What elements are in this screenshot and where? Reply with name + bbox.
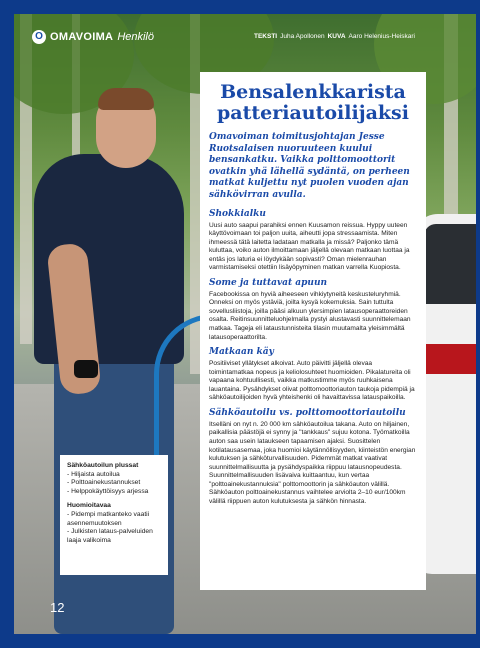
article-title: Bensalenkkarista patteriautoilijaksi	[217, 81, 409, 124]
section-heading: Matkaan käy	[209, 347, 274, 358]
car-tail-light	[426, 344, 476, 374]
section-body: Positiiviset yllätykset alkoivat. Auto päivitti jäljellä olevaa toimintamatkaa nopeus ja keliolosuhteet huomioiden. Pikalatureita oli vapaana kohtuullisesti, vaikka matkustimme myös ruuhkaisena lauantaina. Pysähdykset olivat polttomoottoriauton taukoja pidempiä ja sähköautoilijoiden hyvä yhteishenki oli havaittavissa latauspaikoilla.	[209, 360, 415, 402]
photo-credits	[254, 33, 415, 40]
wristwatch	[74, 360, 98, 378]
info-box	[60, 455, 168, 575]
bottom-border	[14, 634, 476, 648]
credit-value-photo: Aaro Helenius-Heiskari	[348, 33, 416, 40]
credit-label-photo: KUVA	[327, 33, 346, 40]
article-lead: Omavoiman toimitusjohtajan Jesse Ruotsalaisen nuoruuteen kuului bensankatku. Vaikka polttomoottorit ovatkin yhä lähellä sydäntä, on perheen matkat kuljettu nyt puolen vuoden ajan sähkövirran avulla.	[209, 132, 410, 200]
section-heading: Some ja tuttavat apuun	[209, 277, 328, 288]
cons-item: - Pidempi matkanteko vaatii asennemuutoksen	[67, 510, 150, 527]
page-number: 12	[50, 600, 65, 615]
brand-logo-icon: O	[32, 30, 46, 44]
credit-value-text: Juha Apollonen	[280, 33, 325, 40]
brand-name: OMAVOIMA	[50, 31, 114, 43]
article-panel	[200, 72, 426, 590]
car-window	[424, 224, 476, 304]
pros-item: - Helppokäyttöisyys arjessa	[67, 487, 149, 495]
section-heading: Sähköautoilu vs. polttomoottoriautoilu	[209, 407, 406, 418]
credit-label-text: TEKSTI	[254, 33, 278, 40]
person-hair	[98, 88, 154, 110]
cons-item: - Julkisten lataus-palveluiden laaja valikoima	[67, 528, 153, 544]
pros-item: - Hiljaista autoilua	[67, 470, 120, 478]
pros-item: - Polttoainekustannukset	[67, 479, 141, 487]
pros-heading: Sähköautoilun plussat	[67, 462, 139, 469]
section-label: Henkilö	[117, 31, 154, 43]
section-body: Uusi auto saapui parahiksi ennen Kuusamon reissua. Hyppy uuteen käyttövoimaan toi paljon uuita, aiheutti jopa stressaamista. Miten ihmeessä tätä laitetta ladataan matkalla ja missä? Paljonko tämä kuluttaa, voiko auton ilmoittamaan jäljellä olevaan matkaan luottaa ja entäs jos laturia ei löydykään sopivasti? Oman mielenrauhan varmistamiseksi otettiin lisäyöpyminen matkan varrella Kuopiosta.	[209, 221, 410, 272]
brand-header	[32, 30, 154, 44]
section-heading: Shokkialku	[209, 208, 266, 219]
section-body: Facebookissa on hyviä aiheeseen vihkiytyneitä keskusteluryhmiä. Onneksi on myös ystäviä, joilta kysyä kokemuksia. Sain tuttulta sovellusliistoja, joilla pääsi alkuun ylersimpien latausoperaattoreiden osalta. Reitinsuunnitteluohjelmalla pystyi alustavasti suunnittelemaan matkaa. Tageja eli lataustunnisteita tilasin muutamalta yleisimmältä latausoperaattorilta.	[209, 290, 411, 341]
section-body: Itselläni on nyt n. 20 000 km sähköautoilua takana. Auto on hiljainen, paikallisia päästöjä ei synny ja "tankkaus" sujuu kotona. Työmatkoilla auton saa usein lataukseen tapaamisen ajaksi. Suosittelen kotilatausasemaa, joka huomioi käytännöllisyyden, kiinteistön energian kulutuksen ja sähköturvallisuuden. Pidemmät matkat vaativat suunnittelmallisuutta ja pysähdyspaikka riippuu latausnopeudesta. Suunnittelmallisuuden lisävaiva kuittaantuu, kun vertaa "polttoainekustannuksia" polttomoottorin ja sähköauton välillä. Sähköauton polttoainekustannus vaihtelee arviolta 2–10 eur/100km välillä riippuen auton kulutuksesta ja sähkön hinnasta.	[209, 420, 416, 505]
cons-heading: Huomioitavaa	[67, 502, 111, 510]
